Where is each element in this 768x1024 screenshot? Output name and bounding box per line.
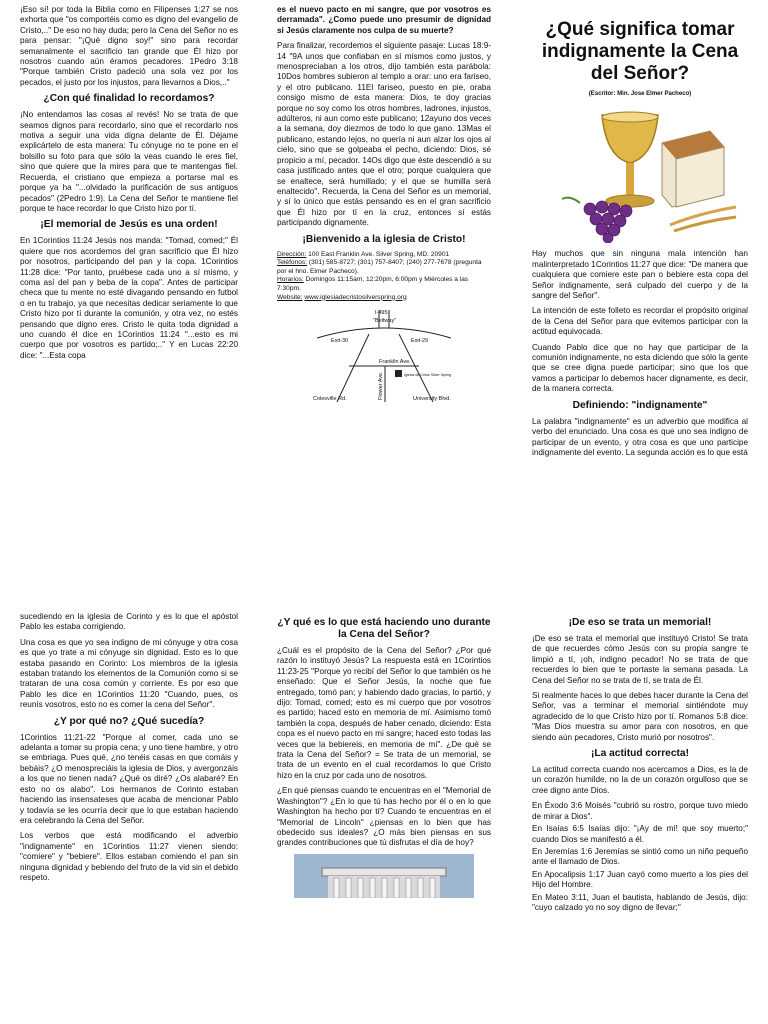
website-link[interactable]: www.iglesiadecristosilverspring.org — [304, 293, 407, 301]
page-fold — [0, 590, 768, 591]
paragraph: Para finalizar, recordemos el siguiente pasaje: Lucas 18:9-14 "9A unos que confiaban en sí mismos como justos, y menospreciaban a los otros, dijo también esta parábola: 10Dos hombres subieron al templo a orar: uno era fariseo, y el otro publicano. 11El fariseo, puesto en pie, oraba consigo mismo de esta manera: Dios, te doy gracias porque no soy como los otros hombres, ladrones, injustos, adúlteros, ni aun como este publicano; 12ayuno dos veces a la semana, doy diezmos de todo lo que gano. 13Mas el publicano, estando lejos, no quería ni aun alzar los ojos al cielo, sino que se golpeaba el pecho, diciendo: Dios, sé propicio a mí, pecador. 14Os digo que éste descendió a su casa justificado antes que el otro; porque cualquiera que se enaltece, será humillado; y el que se humilla será enaltecido". Recuerda, la Cena del Señor es un memorial, y sí lo único que estás pensando es en el gran sacrificio que Él hizo por tí en la cruz, entonces sí estás participando dignamente. — [277, 41, 491, 228]
section-heading: ¿Y por qué no? ¿Qué sucedía? — [53, 715, 205, 727]
address: 100 East Franklin Ave. Silver Spring, MD. 20901 — [308, 250, 450, 258]
brochure-title: ¿Qué significa tomar indignamente la Cena del Señor? — [541, 19, 739, 84]
section-heading: ¡Bienvenido a la iglesia de Cristo! — [302, 233, 466, 245]
paragraph: ¿Cuál es el propósito de la Cena del Señor? ¿Por qué razón lo instituyó Jesús? La respuesta está en 1Corintios 11:23-25 "Porque yo recibí del Señor lo que también os he enseñado: Que el Señor Jesús, la noche que fue entregado, tomó pan; y habiendo dado gracias, lo partió, y dijo: Tomad, comed; esto es mi cuerpo que por vosotros es partido; haced esto en memoria de mí. Asimismo tomó también la copa, después de haber cenado, diciendo: Esta copa es el nuevo pacto en mi sangre; haced esto todas las veces que la bebiereis, en memoria de mí". ¿De qué se trata la Cena del Señor? = Se trata de un memorial, se trata de un evento en el cual recordamos lo que Cristo hizo en la cruz por cada uno de nosotros. — [277, 646, 491, 780]
section-heading: ¡De eso se trata un memorial! — [568, 617, 712, 628]
paragraph: Si realmente haces lo que debes hacer durante la Cena del Señor, vas a terminar el memorial sintiéndote muy agradecido de lo que Cristo hizo por tí. Romanos 5:8 dice: "Mas Dios muestra su amor para con nosotros, en que siendo aún pecadores, Cristo murió por nosotros". — [532, 691, 748, 742]
map-label: Iglesia de Cristo Silver Spring — [404, 373, 452, 378]
author-credit: (Escritor: Min. Jose Elmer Pacheco) — [588, 91, 692, 97]
map-label: Exit-29 — [411, 338, 429, 345]
paragraph: sucediendo en la iglesia de Corinto y es lo que el apóstol Pablo les estaba corrigiendo. — [20, 612, 238, 632]
paragraph: es el nuevo pacto en mi sangre, que por vosotros es derramada". ¿Como puede uno presumir de dignidad si Jesús claramente nos culpa de su muerte? — [277, 5, 491, 35]
church-marker — [395, 370, 402, 377]
phone-label: Teléfonos: — [277, 259, 308, 267]
panel-c — [532, 5, 748, 571]
memorial-photo — [294, 854, 474, 898]
church-info — [277, 251, 491, 303]
list-item: En Éxodo 3:6 Moisés "cubrió su rostro, porque tuvo miedo de mirar a Dios". — [532, 801, 748, 821]
map-label: University Blvd. — [413, 396, 451, 403]
section-heading: ¡El memorial de Jesús es una orden! — [40, 219, 218, 231]
paragraph: La actitud correcta cuando nos acercamos a Dios, es la de un corazón humilde, no la de un corazón orgulloso que se cree digno ante Dios. — [532, 765, 748, 795]
map-label: "Beltway" — [373, 318, 397, 325]
section-heading: ¡La actitud correcta! — [591, 748, 689, 760]
panel-a — [20, 5, 238, 571]
map-label: Flower Ave. — [378, 371, 384, 401]
paragraph: ¡De eso se trata el memorial que instituyó Cristo! Se trata de que recuerdes cómo Jesús con su propia sangre te limpió a tí, ¡oh, indigno pecador! No se trata de que recuerdes lo bien que te portaste la semana pasada. La Cena del Señor no se trata de tí, se trata de Él. — [532, 634, 748, 685]
section-heading: Definiendo: "indignamente" — [572, 399, 708, 411]
panel-f — [532, 612, 748, 1024]
map-label: I-495 — [375, 310, 388, 317]
paragraph: La palabra "indignamente" es un adverbio que modifica al verbo del enunciado. Una cosa es que uno sea indigno de participar de un evento, y otra cosa es que uno participe indignamente del evento. La segunda acción es lo que está — [532, 416, 748, 457]
address-label: Dirección: — [277, 250, 307, 258]
paragraph: 1Corintios 11:21-22 "Porque al comer, cada uno se adelanta a tomar su propia cena; y uno tiene hambre, y otro se embriaga. Pues qué, ¿no tenéis casas en que comáis y bebáis? ¿O menospreciáis la iglesia de Dios, y avergonzáis a los que no tienen nada? ¿Qué os diré? ¿Os alabaré? En esto no os alabo". Los hermanos de Corinto estaban haciendo las insensateses que acaba de mencionar Pablo y todavía se les ocurría decir que lo que estaban haciendo era celebrando la Cena del Señor. — [20, 732, 238, 825]
paragraph: Los verbos que está modificando el adverbio "indignamente" en 1Corintios 11:27 vienen siendo: "comiere" y "bebiere". Ellos estaban comiendo el pan sin ninguna dignidad y bebiendo del fruto de la vid sin el debido respeto. — [20, 831, 238, 882]
list-item: En Jeremías 1:6 Jeremías se sintió como un niño pequeño ante el llamado de Dios. — [532, 846, 748, 867]
paragraph: ¿En qué piensas cuando te encuentras en el "Memorial de Washington"? ¿En lo que tú has hecho por él o en lo que Washington ha hecho por tí? Cuando te encuentras en el "Memorial de Lincoln" ¿piensas en lo bien que has obedecido sus ideales? ¿O más bien piensas en sus grandes contribuciones que tú disfrutas el día de hoy? — [277, 786, 491, 848]
paragraph: Una cosa es que yo sea indigno de mi cónyuge y otra cosa es que yo trate a mi cónyuge sin dignidad. Esto es lo que estaba pasando en Corinto: Los miembros de la iglesia estaban tratando los elementos de la Comunión como si se trataran de una cosa común y corriente. Es por eso que Pablo les dice en 1Corintios 11:20 "Cuando, pues, os reunís vosotros, esto no es comer la cena del Señor". — [20, 637, 238, 710]
list-item: En Isaías 6:5 Isaías dijo: "¡Ay de mí! que soy muerto;" cuando Dios se manifestó a él. — [532, 824, 748, 844]
list-item: En Apocalipsis 1:17 Juan cayó como muerto a los pies del Hijo del Hombre. — [532, 869, 748, 890]
map-label: Exit-30 — [331, 338, 349, 345]
map-label: Franklin Ave. — [379, 359, 411, 366]
paragraph: Cuando Pablo dice que no hay que participar de la comunión indignamente, no esta diciendo que sólo la gente que se cree digna puede participar; sino que los que vamos a participar lo debemos hacer dignamente, es decir, de la manera correcta. — [532, 342, 748, 394]
communion-illustration — [540, 103, 740, 243]
website-label: Website: — [277, 293, 303, 301]
phones: (301) 585-8727; (301) 757-8407; (240) 277-7678 (pregunta por el hno. Elmer Pacheco). — [277, 259, 482, 275]
paragraph: ¡No entendamos las cosas al revés! No se trata de que seamos dignos para recordarlo, sino que el recordarlo nos motiva a seguir una vida digna delante de Él. Déjame explicártelo de esta manera: Tu cónyuge no te pone en el bolsillo su foto para que sólo la veas cuando le eres fiel, sino que quiere que la mires para que te mantengas fiel. Recuerda, el cristiano que empieza a portarse mal es porque ya ha "...olvidado la purificación de sus antiguos pecados" (2Pedro 1:9). La Cena del Señor te mantiene fiel porque te hace recordar lo que Cristo hizo por tí. — [20, 110, 238, 213]
section-heading: ¿Con qué finalidad lo recordamos? — [43, 93, 215, 105]
list-item: En Mateo 3:11, Juan el bautista, hablando de Jesús, dijo: "cuyo calzado yo no soy digno de llevar;" — [532, 892, 748, 912]
panel-b — [277, 5, 491, 571]
paragraph: ¡Eso sí! por toda la Biblia como en Filipenses 1:27 se nos exhorta que "os comportéis como es digno del evangelio de Cristo,.." De eso no hay duda; pero la Cena del Señor no es para pensar: "¡Qué digno soy!" sino para recordar semanalmente el sacrificio tan grande que Él hizo por nosotros cuando aún éramos pecadores. 1Pedro 3:18 "Porque también Cristo padeció una sola vez por los pecados, el justo por los injustos, para llevarnos a Dios,.." — [20, 5, 238, 87]
panel-e — [277, 612, 491, 1024]
section-heading: ¿Y qué es lo que está haciendo uno durante la Cena del Señor? — [277, 617, 491, 640]
panel-d — [20, 612, 238, 1024]
paragraph: Hay muchos que sin ninguna mala intención han malinterpretado 1Corintios 11:27 que dice: "De manera que cualquiera que comiere este pan o bebiere esta copa del Señor indignamente, será culpado del cuerpo y de la sangre del Señor". — [532, 249, 748, 301]
schedule-label: Horarios: — [277, 276, 304, 284]
paragraph: La intención de este folleto es recordar el propósito original de la Cena del Señor para que evitemos participar con la actitud equivocada. — [532, 306, 748, 337]
schedule: Domingos 11:15am, 12:20pm, 6:00pm y Miércoles a las 7:30pm. — [277, 276, 469, 292]
location-map — [309, 308, 459, 404]
map-label: Colesville Rd. — [313, 396, 347, 403]
paragraph: En 1Corintios 11:24 Jesús nos manda: "Tomad, comed;" Él quiere que nos acordemos del gran sacrificio que Él hizo por nosotros, participando del pan y la copa. 1Corintios 11:28 dice: "Por tanto, pruébese cada uno a sí mismo, y coma así del pan y beba de la copa". Antes de participar checa que tu mente no esté divagando pensando en futbol o en tu trabajo, ya que necesitas dedicar seriamente lo que Cristo hizo por tí durante la comunión, y otra vez, no estés pensando que digno eres. Cristo le quita toda dignidad a uno cuando él dice en 1Corintios 11:24 "...esto es mi cuerpo que por vosotros es partido;.." Y en Lucas 22:20 dice: "...Esta copa — [20, 236, 238, 360]
